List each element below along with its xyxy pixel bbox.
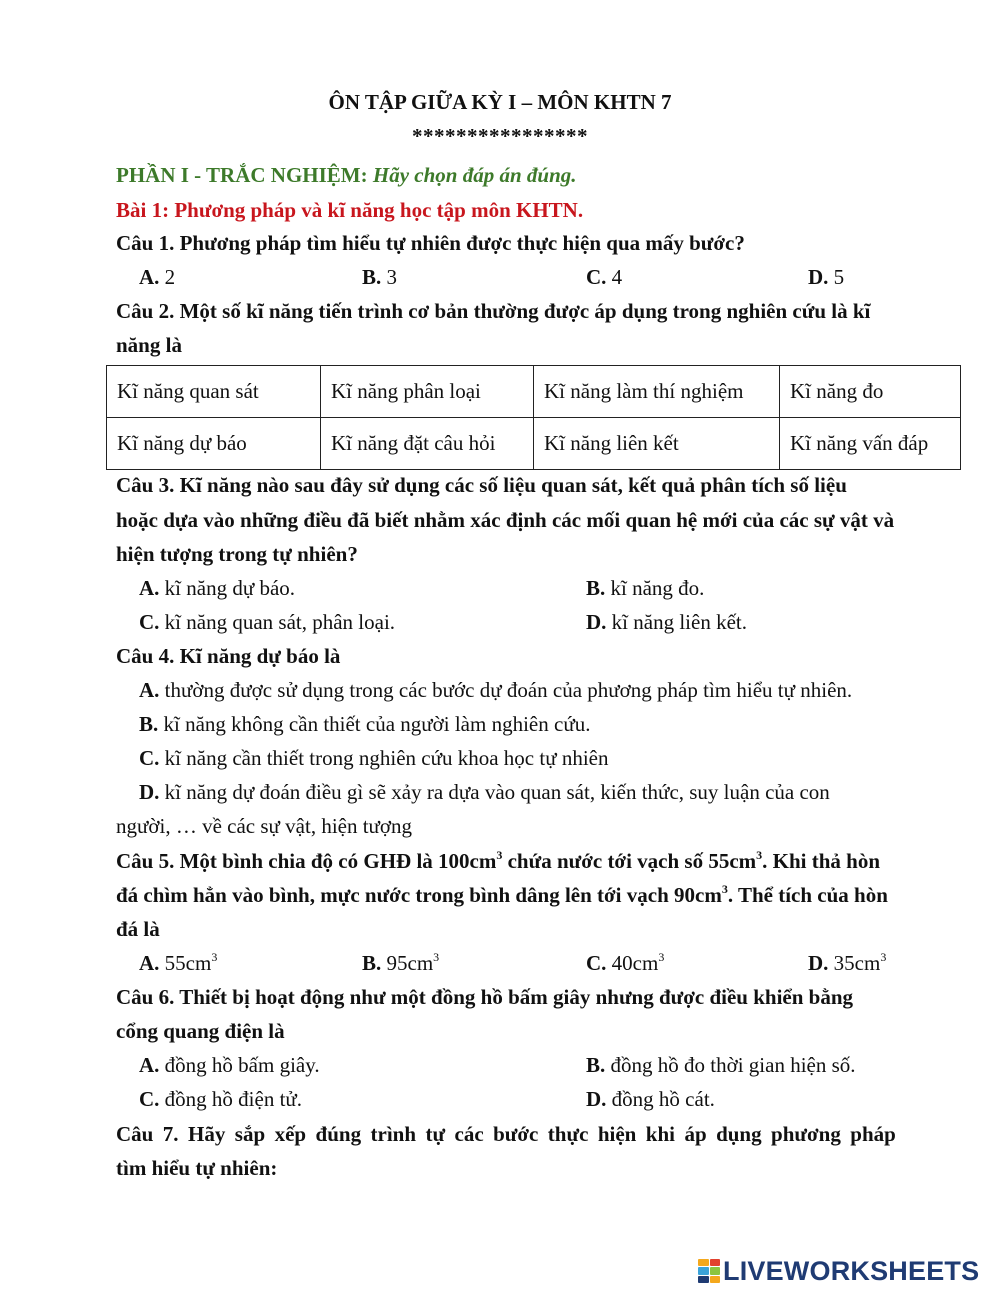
q4-option-d[interactable]: D. kĩ năng dự đoán điều gì sẽ xảy ra dựa vào quan sát, kiến thức, suy luận của con xyxy=(139,780,830,804)
q4-option-b[interactable]: B. kĩ năng không cần thiết của người làm nghiên cứu. xyxy=(139,712,591,736)
section-label: PHẦN I - TRẮC NGHIỆM: xyxy=(116,163,368,187)
q5-option-a[interactable]: A. $55cm^3$ xyxy=(139,950,218,975)
question-5-line-1: Câu 5. Một bình chia độ có GHĐ là $100cm^3$ chứa nước tới vạch số $55cm^3$. Khi thả hòn xyxy=(116,848,881,873)
question-3-line-1: Câu 3. Kĩ năng nào sau đây sử dụng các số liệu quan sát, kết quả phân tích số liệu xyxy=(116,473,847,497)
table-cell[interactable]: Kĩ năng làm thí nghiệm xyxy=(534,366,780,418)
q5-option-b[interactable]: B. $95cm^3$ xyxy=(362,950,440,975)
q4-option-c[interactable]: C. kĩ năng cần thiết trong nghiên cứu khoa học tự nhiên xyxy=(139,746,609,770)
question-2-line-1: Câu 2. Một số kĩ năng tiến trình cơ bản thường được áp dụng trong nghiên cứu là kĩ xyxy=(116,299,871,323)
liveworksheets-logo-text: LIVEWORKSHEETS xyxy=(723,1255,980,1286)
q3-option-d[interactable]: D. kĩ năng liên kết. xyxy=(586,610,747,634)
q6-option-c[interactable]: C. đồng hồ điện tử. xyxy=(139,1087,303,1111)
question-5-line-2: đá chìm hẳn vào bình, mực nước trong bình dâng lên tới vạch $90cm^3$. Thể tích của hòn xyxy=(116,882,888,907)
table-cell[interactable]: Kĩ năng vấn đáp xyxy=(780,418,961,470)
question-3-line-2: hoặc dựa vào những điều đã biết nhằm xác định các mối quan hệ mới của các sự vật và xyxy=(116,508,895,532)
question-6-line-1: Câu 6. Thiết bị hoạt động như một đồng hồ bấm giây nhưng được điều khiển bằng xyxy=(116,985,854,1009)
table-cell[interactable]: Kĩ năng phân loại xyxy=(321,366,534,418)
q6-option-d[interactable]: D. đồng hồ cát. xyxy=(586,1087,715,1111)
question-2-line-2: năng là xyxy=(116,333,182,357)
q1-option-c[interactable]: C. 4 xyxy=(586,265,623,289)
q3-option-a[interactable]: A. kĩ năng dự báo. xyxy=(139,576,296,600)
liveworksheets-logo-icon xyxy=(698,1259,720,1283)
q6-option-b[interactable]: B. đồng hồ đo thời gian hiện số. xyxy=(586,1053,856,1077)
table-cell[interactable]: Kĩ năng đo xyxy=(780,366,961,418)
q1-option-b[interactable]: B. 3 xyxy=(362,265,398,289)
q3-option-b[interactable]: B. kĩ năng đo. xyxy=(586,576,705,600)
skills-table xyxy=(106,365,961,470)
lesson-title: Bài 1: Phương pháp và kĩ năng học tập môn KHTN. xyxy=(116,198,584,222)
question-6-line-2: cổng quang điện là xyxy=(116,1019,285,1043)
table-row xyxy=(107,366,961,418)
table-cell[interactable]: Kĩ năng đặt câu hỏi xyxy=(321,418,534,470)
table-cell[interactable]: Kĩ năng dự báo xyxy=(107,418,321,470)
question-4: Câu 4. Kĩ năng dự báo là xyxy=(116,644,341,668)
section-heading xyxy=(116,160,577,190)
q4-option-d-continuation: người, … về các sự vật, hiện tượng xyxy=(116,814,413,838)
question-1: Câu 1. Phương pháp tìm hiểu tự nhiên được thực hiện qua mấy bước? xyxy=(116,231,745,255)
question-3-line-3: hiện tượng trong tự nhiên? xyxy=(116,542,358,566)
title-stars: **************** xyxy=(412,124,588,148)
page-title: ÔN TẬP GIỮA KỲ I – MÔN KHTN 7 xyxy=(328,90,672,114)
question-5-line-3: đá là xyxy=(116,917,160,941)
q1-option-a[interactable]: A. 2 xyxy=(139,265,176,289)
q6-option-a[interactable]: A. đồng hồ bấm giây. xyxy=(139,1053,320,1077)
q5-option-c[interactable]: C. $40cm^3$ xyxy=(586,950,665,975)
q3-option-c[interactable]: C. kĩ năng quan sát, phân loại. xyxy=(139,610,396,634)
table-cell[interactable]: Kĩ năng quan sát xyxy=(107,366,321,418)
section-instruction: Hãy chọn đáp án đúng. xyxy=(372,163,577,187)
table-row xyxy=(107,418,961,470)
q4-option-a[interactable]: A. thường được sử dụng trong các bước dự đoán của phương pháp tìm hiểu tự nhiên. xyxy=(139,678,853,702)
q5-option-d[interactable]: D. $35cm^3$ xyxy=(808,950,887,975)
question-7-line-1: Câu 7. Hãy sắp xếp đúng trình tự các bước thực hiện khi áp dụng phương pháp xyxy=(116,1122,896,1146)
liveworksheets-logo[interactable] xyxy=(698,1256,979,1286)
table-cell[interactable]: Kĩ năng liên kết xyxy=(534,418,780,470)
question-7-line-2: tìm hiểu tự nhiên: xyxy=(116,1156,278,1180)
q1-option-d[interactable]: D. 5 xyxy=(808,265,845,289)
